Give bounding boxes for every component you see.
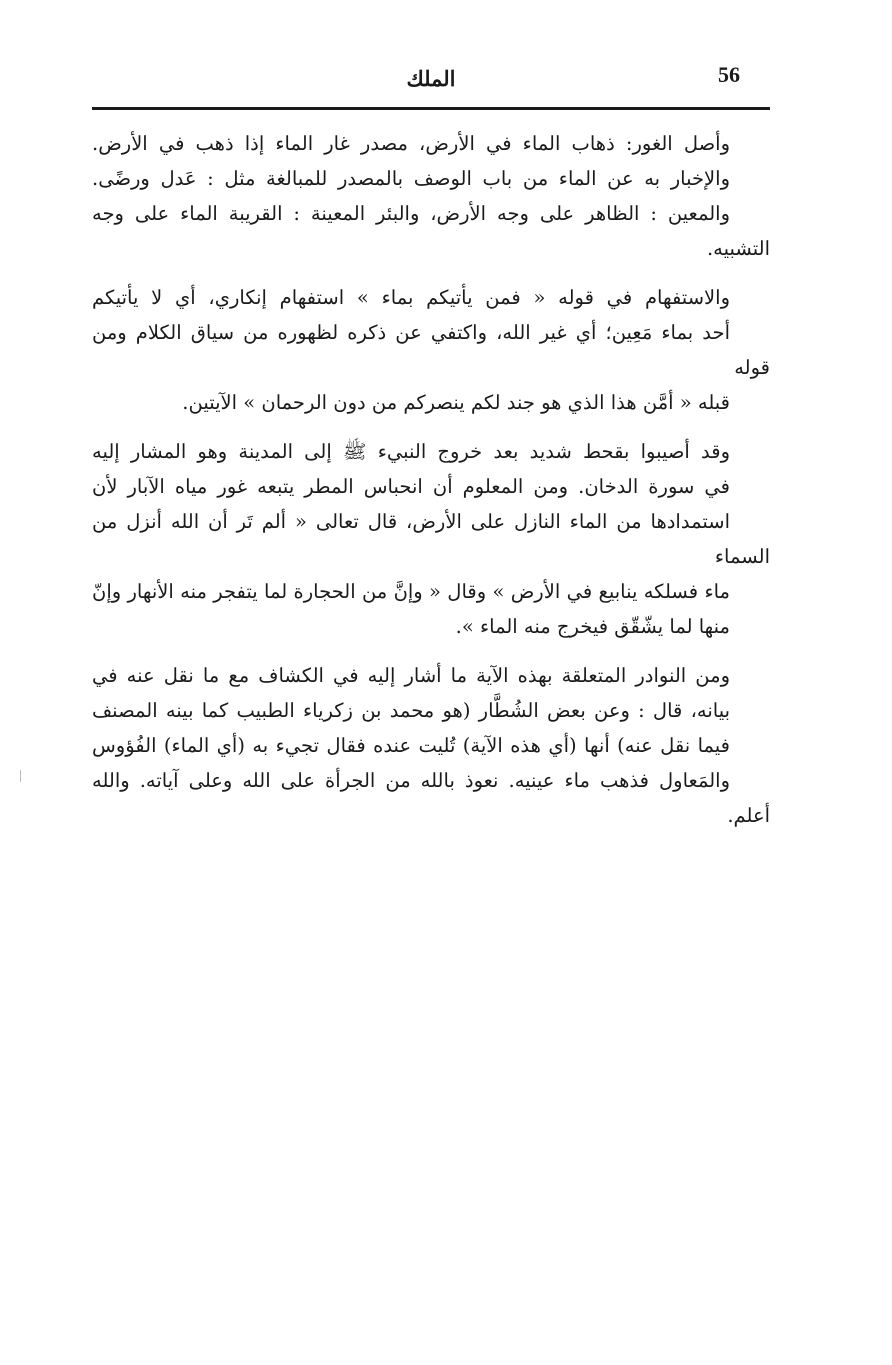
text-line: والإخبار به عن الماء من باب الوصف بالمصدر للمبالغة مثل : عَدل ورضًى. [92, 167, 730, 190]
text-line: والمَعاول فذهب ماء عينيه. نعوذ بالله من الجرأة على الله وعلى آياته. والله أعلم. [92, 769, 770, 827]
text-line: في سورة الدخان. ومن المعلوم أن انحباس المطر يتبعه غور مياه الآبار لأن [92, 475, 730, 498]
paragraph [92, 126, 770, 266]
running-title: الملك [406, 66, 456, 91]
text-line: فيما نقل عنه) أنها (أي هذه الآية) تُليت عنده فقال تجيء به (أي الماء) الفُؤوس [92, 734, 730, 757]
text-line: استمدادها من الماء النازل على الأرض، قال تعالى « ألم تَر أن الله أنزل من السماء [92, 510, 770, 568]
text-line: والمعين : الظاهر على وجه الأرض، والبئر المعينة : القريبة الماء على وجه التشبيه. [92, 202, 770, 260]
page-header [92, 58, 770, 102]
text-line: والاستفهام في قوله « فمن يأتيكم بماء » استفهام إنكاري، أي لا يأتيكم [92, 286, 730, 309]
text-line: وقد أصيبوا بقحط شديد بعد خروج النبيء ﷺ إلى المدينة وهو المشار إليه [92, 440, 730, 463]
text-line: ماء فسلكه ينابيع في الأرض » وقال « وإنَّ من الحجارة لما يتفجر منه الأنهار وإنّ [92, 580, 730, 603]
page-number: 56 [718, 62, 740, 87]
header-rule [92, 107, 770, 110]
text-line: بيانه، قال : وعن بعض الشُطَّار (هو محمد بن زكرياء الطبيب كما بينه المصنف [92, 699, 730, 722]
text-line: وأصل الغور: ذهاب الماء في الأرض، مصدر غار الماء إذا ذهب في الأرض. [92, 132, 730, 155]
text-line: ومن النوادر المتعلقة بهذه الآية ما أشار إليه في الكشاف مع ما نقل عنه في [92, 664, 730, 687]
scan-mark [20, 770, 21, 782]
text-line: منها لما يشّقّق فيخرج منه الماء ». [455, 615, 730, 638]
paragraph [92, 658, 770, 833]
text-line: قبله « أمَّن هذا الذي هو جند لكم ينصركم من دون الرحمان » الآيتين. [182, 391, 730, 414]
paragraph [92, 434, 770, 644]
paragraph [92, 280, 770, 420]
text-line: أحد بماء مَعِين؛ أي غير الله، واكتفي عن ذكره لظهوره من سياق الكلام ومن قوله [92, 321, 770, 379]
body-text [92, 126, 770, 833]
